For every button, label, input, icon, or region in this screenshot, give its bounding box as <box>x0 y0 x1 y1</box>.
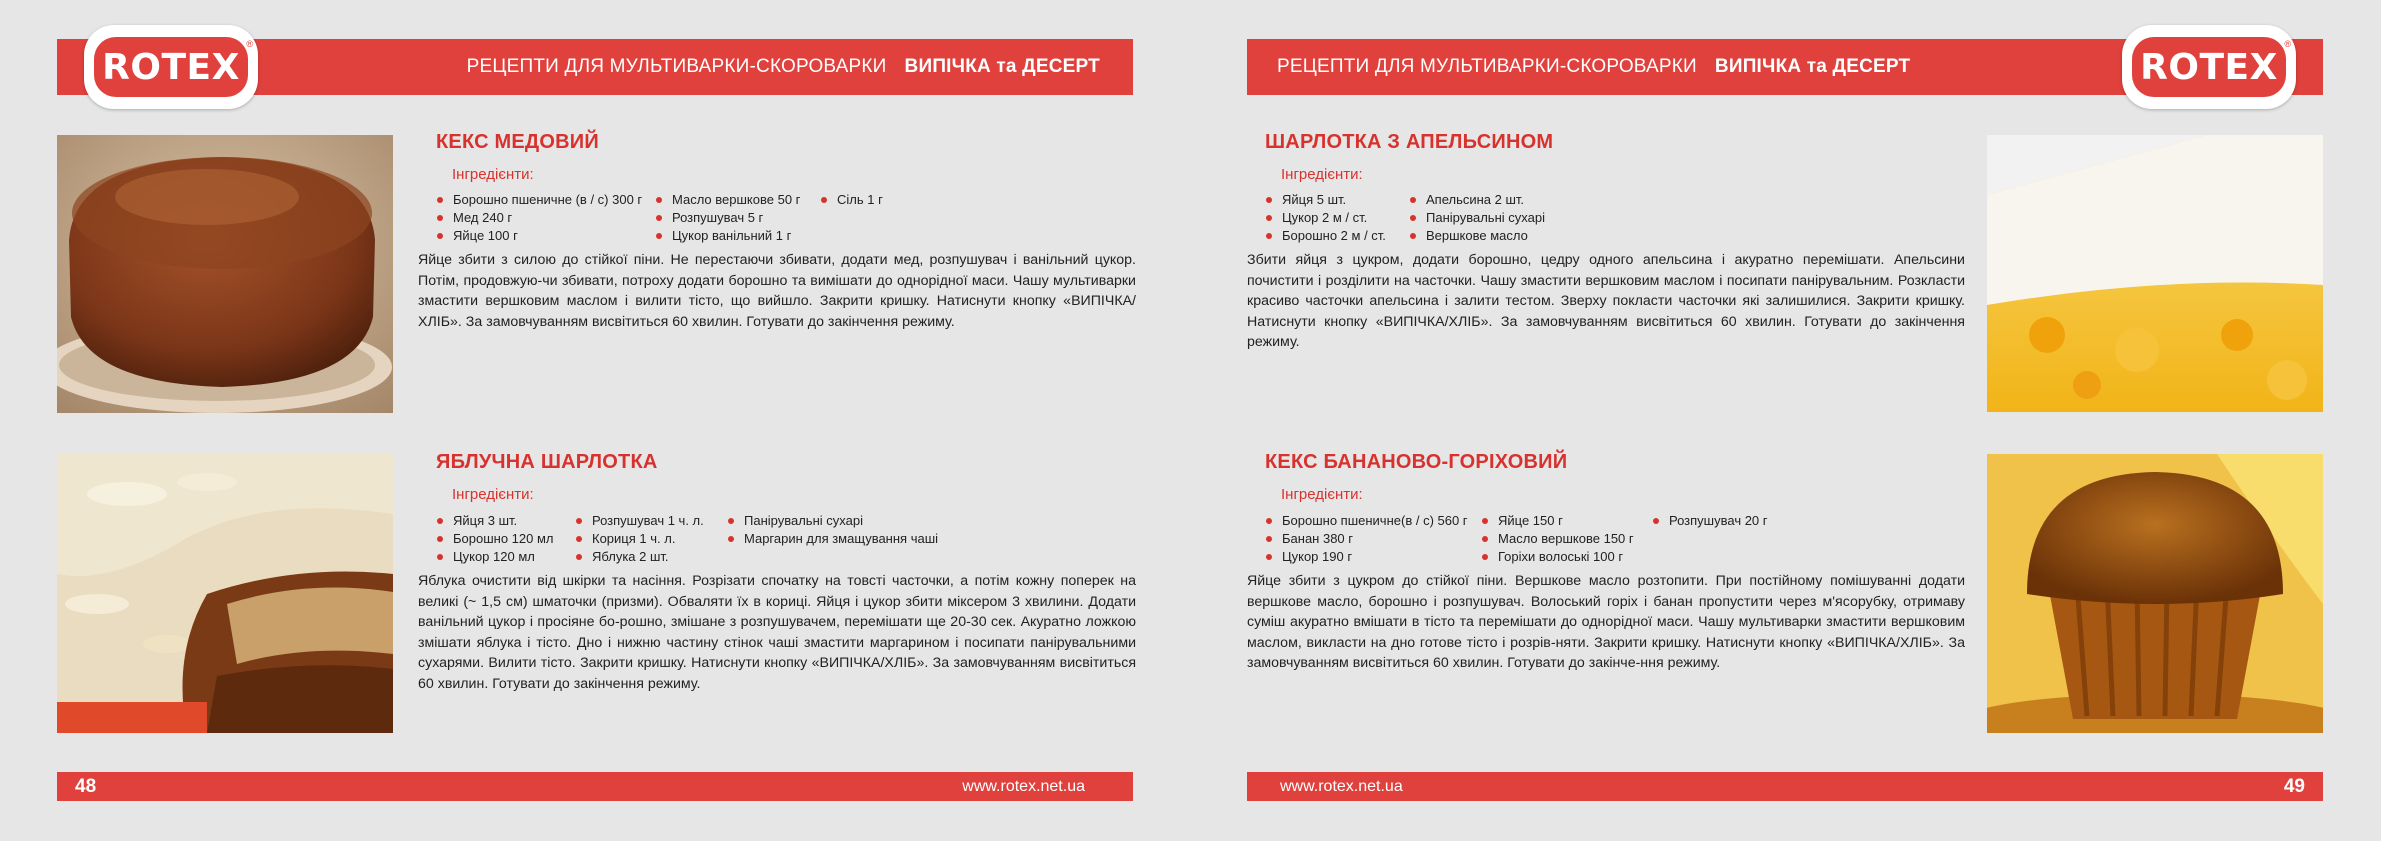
section-label: РЕЦЕПТИ ДЛЯ МУЛЬТИВАРКИ-СКОРОВАРКИ <box>466 56 887 77</box>
recipe-title-orange-charlotte: ШАРЛОТКА З АПЕЛЬСИНОМ <box>1265 131 1554 153</box>
category-label: ВИПІЧКА та ДЕСЕРТ <box>1714 56 1911 77</box>
honey-cake-photo <box>57 135 393 413</box>
ingredient-item: Розпушувач 20 г <box>1653 512 1768 530</box>
ingredient-item: Розпушувач 1 ч. л. <box>576 512 704 530</box>
ingredient-item: Борошно 2 м / ст. <box>1266 227 1386 245</box>
footer-bar-right <box>1247 772 2323 801</box>
left-page <box>0 0 1190 841</box>
ingredients-column <box>728 512 938 548</box>
ingredient-item: Вершкове масло <box>1410 227 1545 245</box>
ingredient-item: Масло вершкове 50 г <box>656 191 800 209</box>
recipe-title-banana-nut-cake: КЕКС БАНАНОВО-ГОРІХОВИЙ <box>1265 451 1568 473</box>
orange-charlotte-photo <box>1987 135 2323 412</box>
recipe-instructions: Яйце збити з цукром до стійкої піни. Вершкове масло розтопити. При постійному помішуванні додати вершкове масло, борошно і розпушувач. Волоський горіх і банан пропустити через м'ясорубку, отримаву суміш акуратно вмішати в тісто та перемішати до однорідної маси. Чашу мультиварки змастити вершковим маслом, викласти на дно готове тісто і розрів-няти. Закрити кришку. Натиснути кнопку «ВИПІЧКА/ХЛІБ». За замовчуванням висвітиться 60 хвилин. Готувати до закінче-ння режиму. <box>1247 573 1965 671</box>
page-number: 48 <box>75 775 97 797</box>
website-link[interactable]: www.rotex.net.ua <box>962 777 1085 795</box>
ingredient-item: Масло вершкове 150 г <box>1482 530 1634 548</box>
ingredient-item: Яйце 100 г <box>437 227 642 245</box>
ingredient-item: Цукор 2 м / ст. <box>1266 209 1386 227</box>
ingredients-column <box>821 191 883 209</box>
ingredient-item: Цукор ванільний 1 г <box>656 227 800 245</box>
ingredient-item: Яблука 2 шт. <box>576 548 704 566</box>
registered-mark: ® <box>246 39 253 49</box>
ingredients-label: Інгредієнти: <box>1281 486 1363 503</box>
ingredients-column <box>1482 512 1634 566</box>
apple-charlotte-photo <box>57 454 393 733</box>
ingredients-column <box>1653 512 1768 530</box>
ingredient-item: Мед 240 г <box>437 209 642 227</box>
ingredient-item: Маргарин для змащування чаші <box>728 530 938 548</box>
ingredient-item: Борошно пшеничне(в / с) 560 г <box>1266 512 1468 530</box>
ingredients-column <box>1266 512 1468 566</box>
page-number: 49 <box>2283 775 2305 797</box>
ingredient-item: Банан 380 г <box>1266 530 1468 548</box>
ingredients-column <box>1266 191 1386 245</box>
logo-text: ROTEX <box>102 46 240 88</box>
rotex-logo <box>2122 25 2296 109</box>
recipe-title-apple-charlotte: ЯБЛУЧНА ШАРЛОТКА <box>436 451 658 473</box>
logo-text: ROTEX <box>2140 46 2278 88</box>
recipe-instructions: Яблука очистити від шкірки та насіння. Розрізати спочатку на товсті часточки, а потім кожну поперек на великі (~ 1,5 см) шматочки (призми). Обваляти їх в кориці. Яйця і цукор збити міксером 3 хвилини. Додати ванільний цукор і просіяне бо-рошно, змішане з розпушувачем, перемішати ще 20-30 сек. Акуратно ложкою змішати яблука і тісто. Дно і нижню частину стінок чаші змастити маргарином і посипати панірувальними сухарями. Вилити тісто. Закрити кришку. Натиснути кнопку «ВИПІЧКА/ХЛІБ». За замовчуванням висвітиться 60 хвилин. Готувати до закінчення режиму. <box>418 573 1136 692</box>
ingredient-item: Сіль 1 г <box>821 191 883 209</box>
rotex-logo <box>84 25 258 109</box>
ingredient-item: Борошно пшеничне (в / с) 300 г <box>437 191 642 209</box>
ingredients-column <box>576 512 704 566</box>
ingredient-item: Яйце 150 г <box>1482 512 1634 530</box>
ingredients-label: Інгредієнти: <box>1281 166 1363 183</box>
recipe-title-honey-cake: КЕКС МЕДОВИЙ <box>436 131 599 153</box>
website-link[interactable]: www.rotex.net.ua <box>1280 777 1403 795</box>
ingredients-column <box>656 191 800 245</box>
ingredient-item: Цукор 190 г <box>1266 548 1468 566</box>
right-page <box>1190 0 2380 841</box>
ingredient-item: Панірувальні сухарі <box>1410 209 1545 227</box>
ingredients-label: Інгредієнти: <box>452 486 534 503</box>
ingredients-label: Інгредієнти: <box>452 166 534 183</box>
ingredient-item: Борошно 120 мл <box>437 530 554 548</box>
ingredient-item: Панірувальні сухарі <box>728 512 938 530</box>
category-label: ВИПІЧКА та ДЕСЕРТ <box>904 56 1100 77</box>
banana-muffin-illustration <box>1987 454 2323 733</box>
recipe-instructions: Яйце збити з силою до стійкої піни. Не перестаючи збивати, додати мед, розпушувач і ванільний цукор. Потім, продовжую-чи збивати, потроху додати борошно та вимішати до однорідної маси. Чашу мультиварки змастити вершковим маслом і вилити тісто, що вийшло. Закрити кришку. Натиснути кнопку «ВИПІЧКА/ХЛІБ». За замовчуванням висвітиться 60 хвилин. Готувати до закінчення режиму. <box>418 252 1136 330</box>
ingredient-item: Кориця 1 ч. л. <box>576 530 704 548</box>
ingredients-column <box>1410 191 1545 245</box>
orange-charlotte-illustration <box>1987 135 2323 412</box>
ingredient-item: Апельсина 2 шт. <box>1410 191 1545 209</box>
header-title <box>1277 39 1910 95</box>
recipe-instructions: Збити яйця з цукром, додати борошно, цедру одного апельсина і акуратно перемішати. Апельсини почистити і розділити на часточки. Чашу змастити вершковим маслом і посипати панірувальним. Розкласти красиво часточки апельсина і залити тестом. Зверху покласти часточки які залишилися. Закрити кришку. Натиснути кнопку «ВИПІЧКА/ХЛІБ». За замовчуванням висвітиться 60 хвилин. Готувати до закінчення режиму. <box>1247 252 1965 350</box>
ingredients-column <box>437 512 554 566</box>
registered-mark: ® <box>2284 39 2291 49</box>
header-title <box>467 39 1100 95</box>
ingredient-item: Розпушувач 5 г <box>656 209 800 227</box>
ingredient-item: Яйця 3 шт. <box>437 512 554 530</box>
ingredient-item: Цукор 120 мл <box>437 548 554 566</box>
ingredients-column <box>437 191 642 245</box>
honey-cake-illustration <box>57 135 393 413</box>
ingredient-item: Яйця 5 шт. <box>1266 191 1386 209</box>
section-label: РЕЦЕПТИ ДЛЯ МУЛЬТИВАРКИ-СКОРОВАРКИ <box>1277 56 1697 77</box>
apple-charlotte-illustration <box>57 454 393 733</box>
banana-nut-cake-photo <box>1987 454 2323 733</box>
footer-bar-left <box>57 772 1133 801</box>
ingredient-item: Горіхи волоські 100 г <box>1482 548 1634 566</box>
